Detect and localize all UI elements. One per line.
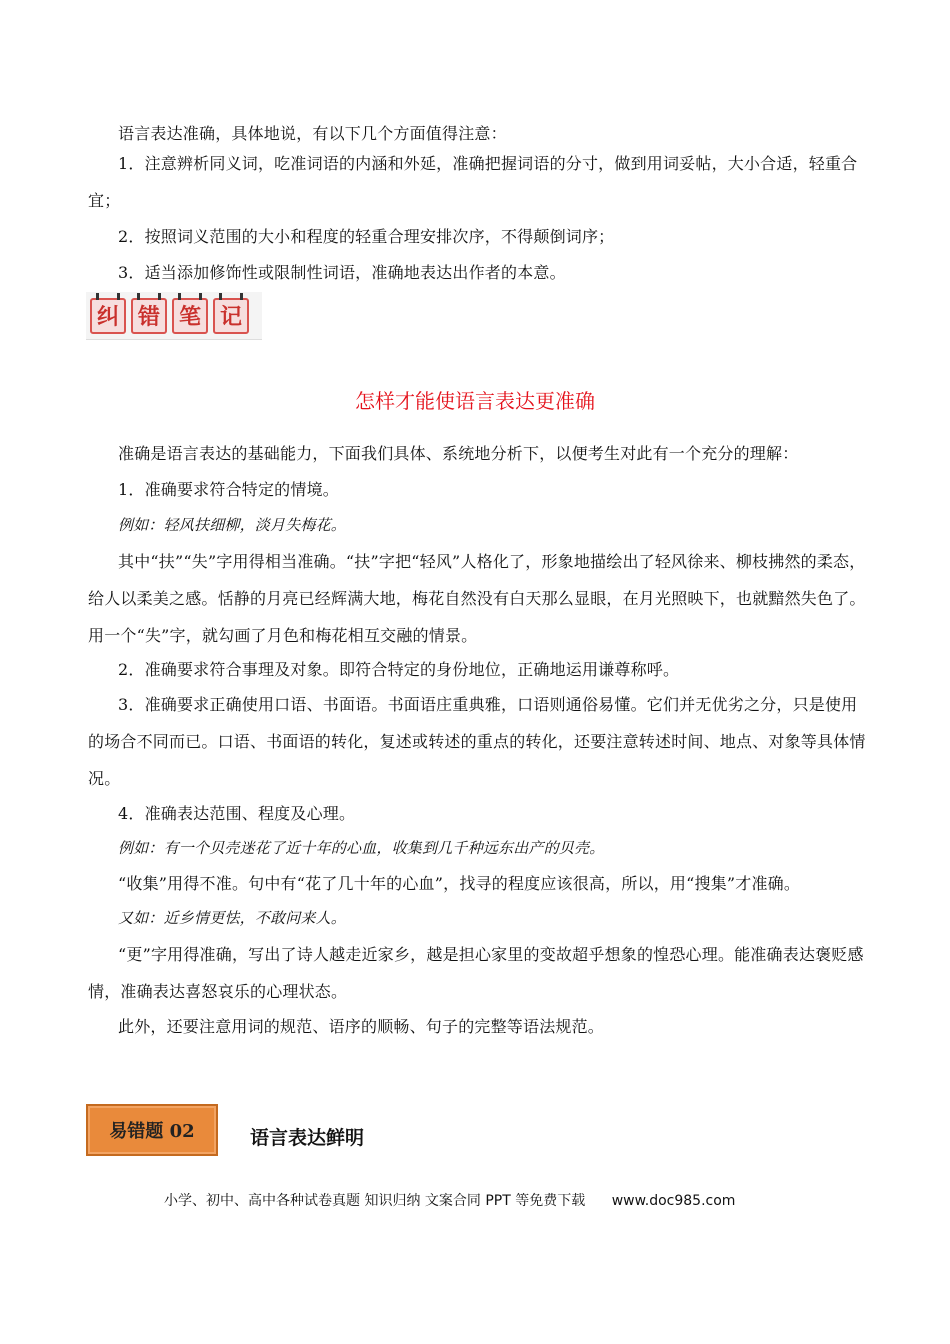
intro-point-2: 2．按照词义范围的大小和程度的轻重合理安排次序，不得颠倒词序； xyxy=(118,227,615,246)
section-paragraph: “收集”用得不准。句中有“花了几十年的心血”，找寻的程度应该很高，所以，用“搜集”才准确。 xyxy=(118,874,801,893)
example-sentence: 例如：有一个贝壳迷花了近十年的心血，收集到几千种远东出产的贝壳。 xyxy=(118,839,605,857)
page-footer xyxy=(164,1190,864,1210)
section-paragraph: 准确是语言表达的基础能力，下面我们具体、系统地分析下，以便考生对此有一个充分的理解： xyxy=(118,444,799,463)
badge-char: 错 xyxy=(131,298,167,334)
error-question-badge: 易错题 02 xyxy=(86,1104,218,1156)
section-paragraph: “更”字用得准确，写出了诗人越走近家乡，越是担心家里的变故超乎想象的惶恐心理。能准确表达褒贬感情，准确表达喜怒哀乐的心理状态。 xyxy=(88,945,864,1001)
badge-char: 记 xyxy=(213,298,249,334)
section-paragraph: 2．准确要求符合事理及对象。即符合特定的身份地位，正确地运用谦尊称呼。 xyxy=(118,660,680,679)
badge-char: 笔 xyxy=(172,298,208,334)
badge-char: 纠 xyxy=(90,298,126,334)
footer-text: 小学、初中、高中各种试卷真题 知识归纳 文案合同 PPT 等免费下载 xyxy=(164,1193,586,1209)
example-sentence: 又如：近乡情更怯，不敢问来人。 xyxy=(118,909,347,927)
section-title: 怎样才能使语言表达更准确 xyxy=(355,389,595,413)
section-paragraph: 3．准确要求正确使用口语、书面语。书面语庄重典雅，口语则通俗易懂。它们并无优劣之分，只是使用的场合不同而已。口语、书面语的转化，复述或转述的重点的转化，还要注意转述时间、地点、对象等具体情况。 xyxy=(88,695,866,788)
example-sentence: 例如：轻风扶细柳，淡月失梅花。 xyxy=(118,516,347,534)
error-notes-badge xyxy=(86,292,262,340)
intro-lead: 语言表达准确，具体地说，有以下几个方面值得注意： xyxy=(118,124,507,143)
section-paragraph: 此外，还要注意用词的规范、语序的顺畅、句子的完整等语法规范。 xyxy=(118,1017,605,1036)
section-paragraph: 4．准确表达范围、程度及心理。 xyxy=(118,804,356,823)
section-paragraph: 1．准确要求符合特定的情境。 xyxy=(118,480,339,499)
next-section-title: 语言表达鲜明 xyxy=(250,1127,365,1149)
intro-point-3: 3．适当添加修饰性或限制性词语，准确地表达出作者的本意。 xyxy=(118,263,566,282)
section-paragraph: 其中“扶”“失”字用得相当准确。“扶”字把“轻风”人格化了，形象地描绘出了轻风徐来、柳枝拂然的柔态，给人以柔美之感。恬静的月亮已经辉满大地，梅花自然没有白天那么显眼，在月光照映下，也就黯然失色了。用一个“失”字，就勾画了月色和梅花相互交融的情景。 xyxy=(88,552,866,645)
footer-link[interactable]: www.doc985.com xyxy=(611,1193,736,1209)
intro-point-1: 1．注意辨析同义词，吃准词语的内涵和外延，准确把握词语的分寸，做到用词妥帖，大小合适，轻重合宜； xyxy=(88,154,858,210)
